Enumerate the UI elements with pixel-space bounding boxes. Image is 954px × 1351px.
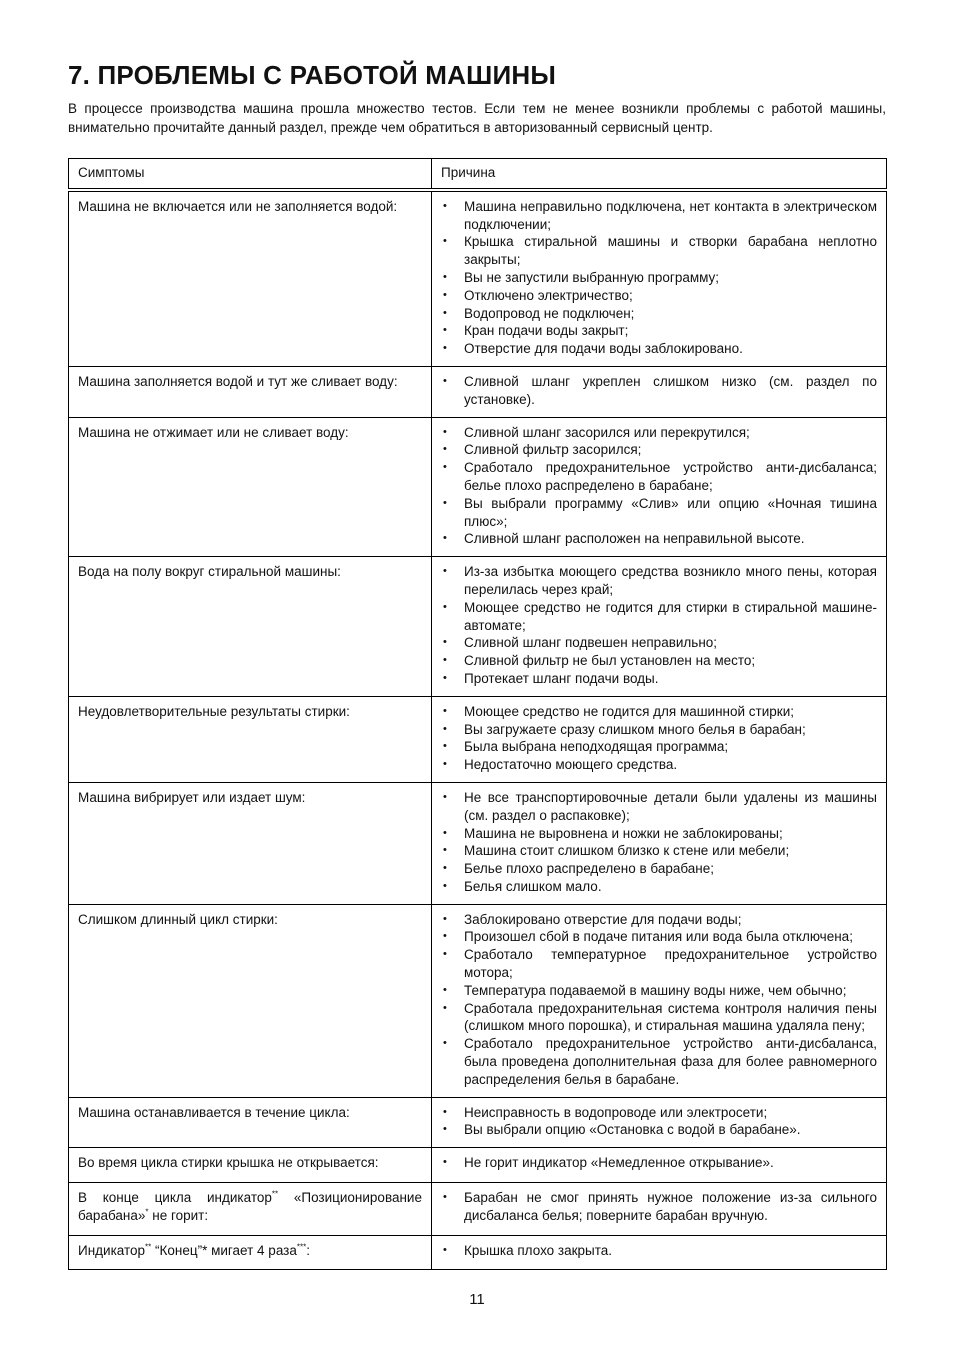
cause-item: • Сработало предохранительное устройство анти-дисбаланса, была проведена дополнительная фаза для более равномерного распределения белья в барабане. bbox=[441, 1035, 877, 1088]
cause-list bbox=[432, 418, 886, 557]
cause-item: • Вы выбрали программу «Слив» или опцию «Ночная тишина плюс»; bbox=[441, 495, 877, 531]
table-row bbox=[69, 696, 887, 782]
cause-item: • Моющее средство не годится для стирки в стиральной машине-автомате; bbox=[441, 599, 877, 635]
symptom-cell: Машина останавливается в течение цикла: bbox=[69, 1097, 432, 1148]
page-number: 11 bbox=[469, 1291, 485, 1308]
cause-item: • Крышка стиральной машины и створки барабана неплотно закрыты; bbox=[441, 233, 877, 269]
cause-item: • Сливной шланг расположен на неправильной высоте. bbox=[441, 530, 877, 548]
troubleshooting-table-wrapper bbox=[68, 158, 886, 1270]
cause-item: • Температура подаваемой в машину воды ниже, чем обычно; bbox=[441, 982, 877, 1000]
symptom-cell: Во время цикла стирки крышка не открывается: bbox=[69, 1148, 432, 1183]
cause-item: • Сработало предохранительное устройство анти-дисбаланса; белье плохо распределено в барабане; bbox=[441, 459, 877, 495]
cause-list bbox=[432, 1183, 886, 1233]
table-row bbox=[69, 1235, 887, 1270]
cause-item: • Сливной шланг укреплен слишком низко (см. раздел по установке). bbox=[441, 373, 877, 409]
cause-list bbox=[432, 192, 886, 366]
cause-item: • Кран подачи воды закрыт; bbox=[441, 322, 877, 340]
cause-cell bbox=[432, 1235, 887, 1270]
footnote-mark: ** bbox=[145, 1242, 152, 1252]
cause-list bbox=[432, 1098, 886, 1148]
table-row bbox=[69, 904, 887, 1097]
cause-list bbox=[432, 905, 886, 1097]
cause-cell bbox=[432, 366, 887, 417]
cause-cell bbox=[432, 1097, 887, 1148]
cause-item: • Неисправность в водопроводе или электросети; bbox=[441, 1104, 877, 1122]
cause-item: • Сливной фильтр засорился; bbox=[441, 441, 877, 459]
cause-cell bbox=[432, 904, 887, 1097]
cause-item: • Из-за избытка моющего средства возникло много пены, которая перелилась через край; bbox=[441, 563, 877, 599]
cause-item: • Отверстие для подачи воды заблокировано. bbox=[441, 340, 877, 358]
table-row bbox=[69, 366, 887, 417]
symptom-text: Индикатор** “Конец”* мигает 4 раза***: bbox=[78, 1242, 310, 1258]
cause-cell bbox=[432, 417, 887, 557]
cause-item: • Была выбрана неподходящая программа; bbox=[441, 738, 877, 756]
cause-item: • Водопровод не подключен; bbox=[441, 305, 877, 323]
cause-item: • Машина не выровнена и ножки не заблокированы; bbox=[441, 825, 877, 843]
cause-item: • Сливной шланг засорился или перекрутился; bbox=[441, 424, 877, 442]
cause-cell bbox=[432, 1183, 887, 1236]
cause-item: • Машина неправильно подключена, нет контакта в электрическом подключении; bbox=[441, 198, 877, 234]
cause-item: • Сработала предохранительная система контроля наличия пены (слишком много порошка), и стиральная машина удаляла пену; bbox=[441, 1000, 877, 1036]
troubleshooting-table bbox=[68, 158, 887, 1270]
footnote-mark: * bbox=[145, 1207, 149, 1217]
cause-item: • Сливной фильтр не был установлен на место; bbox=[441, 652, 877, 670]
table-row bbox=[69, 190, 887, 367]
symptom-cell: Неудовлетворительные результаты стирки: bbox=[69, 696, 432, 782]
symptom-cell: Машина вибрирует или издает шум: bbox=[69, 782, 432, 904]
intro-paragraph: В процессе производства машина прошла множество тестов. Если тем не менее возникли проблемы с работой машины, внимательно прочитайте данный раздел, прежде чем обратиться в авторизованный сервисный центр. bbox=[68, 101, 886, 135]
symptom-cell: Машина не отжимает или не сливает воду: bbox=[69, 417, 432, 557]
table-row bbox=[69, 782, 887, 904]
page-title: 7. ПРОБЛЕМЫ С РАБОТОЙ МАШИНЫ bbox=[68, 60, 556, 90]
cause-item: • Белье плохо распределено в барабане; bbox=[441, 860, 877, 878]
cause-item: • Не горит индикатор «Немедленное открывание». bbox=[441, 1154, 877, 1172]
table-row bbox=[69, 417, 887, 557]
table-row bbox=[69, 1148, 887, 1183]
table-header-row bbox=[69, 159, 887, 190]
cause-cell bbox=[432, 557, 887, 697]
table-row bbox=[69, 557, 887, 697]
cause-item: • Отключено электричество; bbox=[441, 287, 877, 305]
header-symptoms: Симптомы bbox=[69, 159, 432, 190]
cause-item: • Не все транспортировочные детали были удалены из машины (см. раздел о распаковке); bbox=[441, 789, 877, 825]
cause-item: • Сработало температурное предохранительное устройство мотора; bbox=[441, 946, 877, 982]
cause-list bbox=[432, 1148, 886, 1180]
cause-item: • Вы выбрали опцию «Остановка с водой в барабане». bbox=[441, 1121, 877, 1139]
cause-cell bbox=[432, 696, 887, 782]
cause-list bbox=[432, 1236, 886, 1268]
footnote-mark: *** bbox=[296, 1242, 307, 1252]
cause-item: • Вы загружаете сразу слишком много белья в барабан; bbox=[441, 721, 877, 739]
cause-cell bbox=[432, 190, 887, 367]
cause-item: • Недостаточно моющего средства. bbox=[441, 756, 877, 774]
cause-item: • Крышка плохо закрыта. bbox=[441, 1242, 877, 1260]
cause-item: • Барабан не смог принять нужное положение из-за сильного дисбаланса белья; поверните барабан вручную. bbox=[441, 1189, 877, 1225]
symptom-cell bbox=[69, 1235, 432, 1270]
footnote-mark: ** bbox=[271, 1189, 279, 1199]
cause-item: • Вы не запустили выбранную программу; bbox=[441, 269, 877, 287]
cause-item: • Белья слишком мало. bbox=[441, 878, 877, 896]
cause-item: • Сливной шланг подвешен неправильно; bbox=[441, 634, 877, 652]
symptom-cell: Слишком длинный цикл стирки: bbox=[69, 904, 432, 1097]
cause-item: • Произошел сбой в подаче питания или вода была отключена; bbox=[441, 928, 877, 946]
cause-cell bbox=[432, 1148, 887, 1183]
cause-list bbox=[432, 697, 886, 782]
cause-item: • Протекает шланг подачи воды. bbox=[441, 670, 877, 688]
table-row bbox=[69, 1183, 887, 1236]
cause-item: • Машина стоит слишком близко к стене или мебели; bbox=[441, 842, 877, 860]
symptom-cell: Машина заполняется водой и тут же сливает воду: bbox=[69, 366, 432, 417]
symptom-cell: Вода на полу вокруг стиральной машины: bbox=[69, 557, 432, 697]
symptom-cell: Машина не включается или не заполняется водой: bbox=[69, 190, 432, 367]
symptom-text: В конце цикла индикатор** «Позиционирование барабана»* не горит: bbox=[78, 1189, 422, 1223]
cause-item: • Моющее средство не годится для машинной стирки; bbox=[441, 703, 877, 721]
cause-cell bbox=[432, 782, 887, 904]
header-cause: Причина bbox=[432, 159, 887, 190]
symptom-cell bbox=[69, 1183, 432, 1236]
cause-list bbox=[432, 783, 886, 904]
cause-item: • Заблокировано отверстие для подачи воды; bbox=[441, 911, 877, 929]
cause-list bbox=[432, 367, 886, 417]
table-row bbox=[69, 1097, 887, 1148]
cause-list bbox=[432, 557, 886, 696]
